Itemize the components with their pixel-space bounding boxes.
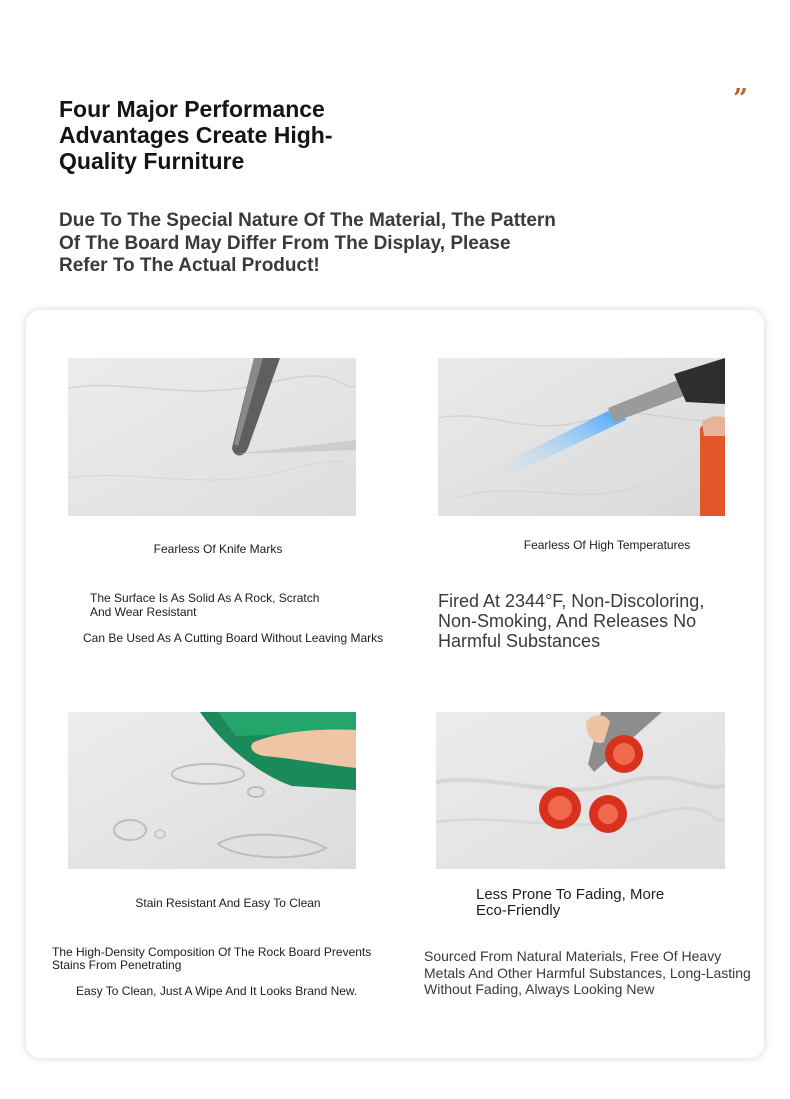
tomato-slicing-image (436, 712, 725, 869)
feature-clean-desc: The High-Density Composition Of The Rock Board Prevents Stains From Penetrating (52, 945, 372, 972)
knife-scratch-image (68, 358, 356, 516)
feature-knife-desc: The Surface Is As Solid As A Rock, Scratch And Wear Resistant (90, 591, 320, 619)
feature-clean-title: Stain Resistant And Easy To Clean (135, 896, 321, 910)
feature-knife-desc2: Can Be Used As A Cutting Board Without Leaving Marks (83, 631, 384, 645)
page-subtitle: Due To The Special Nature Of The Material, The Pattern Of The Board May Differ From The Display, Please Refer To The Actual Product! (59, 210, 556, 276)
feature-eco-title: Less Prone To Fading, More Eco-Friendly (476, 886, 665, 919)
page-title: Four Major Performance Advantages Create High-Quality Furniture (59, 96, 333, 174)
feature-heat-title: Fearless Of High Temperatures (523, 538, 691, 552)
cleaning-cloth-image (68, 712, 356, 869)
torch-flame-image (438, 358, 725, 516)
features-card (26, 310, 764, 1058)
feature-heat-desc: Fired At 2344°F, Non-Discoloring, Non-Smoking, And Releases No Harmful Substances (438, 591, 705, 651)
feature-clean-desc2: Easy To Clean, Just A Wipe And It Looks Brand New. (76, 984, 358, 998)
feature-eco-desc: Sourced From Natural Materials, Free Of Heavy Metals And Other Harmful Substances, Long-Lasting Without Fading, Always Looking New (424, 948, 751, 997)
quote-icon: ” (733, 84, 748, 114)
feature-knife-title: Fearless Of Knife Marks (153, 542, 283, 556)
